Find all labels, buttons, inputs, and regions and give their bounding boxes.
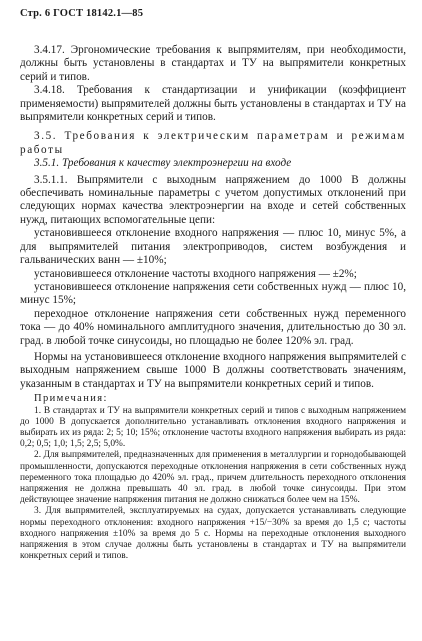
subsection-heading-3-5-1: 3.5.1. Требования к качеству электроэнергии на входе: [34, 157, 292, 170]
paragraph-3-5-1-1: 3.5.1.1. Выпрямители с выходным напряжением до 1000 В должны обеспечивать номинальные параметры с учетом допустимых отклонений при следующих нормах качества электроэнергии на входе и сетей собственных нужд, питающих вспомогательные цепи:: [20, 173, 406, 226]
list-item: переходное отклонение напряжения сети собственных нужд переменного тока — до 40% номинального амплитудного значения, длительностью до 30 эл. град. в любой точке синусоиды, но площадью не более 120% эл. град.: [20, 307, 406, 347]
note-3: 3. Для выпрямителей, эксплуатируемых на судах, допускается устанавливать следующие нормы переходного отклонения: входного напряжения +15/−30% за время до 1,5 с; частоты входного напряжения ±10% за время до 5 с. Нормы на переходные отклонения выходного напряжения в этом случае должны быть установлены в стандартах и ТУ на выпрямители конкретных серий и типов.: [20, 506, 406, 562]
note-2: 2. Для выпрямителей, предназначенных для применения в металлургии и горнодобывающей промышленности, допускаются переходные отклонения напряжения в сети собственных нужд переменного тока площадью до 420% эл. град., причем длительность переходного отклонения напряжения не должна превышать 40 эл. град. в любой точке синусоиды. При этом действующее значение напряжения питания не должно снижаться более чем на 15%.: [20, 450, 406, 506]
paragraph-norms: Нормы на установившееся отклонение входного напряжения выпрямителей с выходным напряжением свыше 1000 В должны соответствовать значениям, указанным в стандартах и ТУ на выпрямители конкретных серий и типов.: [20, 350, 406, 390]
page-header: Стр. 6 ГОСТ 18142.1—85: [20, 8, 144, 19]
paragraph-3-4-17: 3.4.17. Эргономические требования к выпрямителям, при необходимости, должны быть установлены в стандартах и ТУ на выпрямители конкретных серий и типов.: [20, 44, 406, 83]
paragraph-3-4-18: 3.4.18. Требования к стандартизации и унификации (коэффициент применяемости) выпрямителей должны быть установлены в стандартах и ТУ на выпрямители конкретных серий и типов.: [20, 84, 406, 124]
list-item: установившееся отклонение напряжения сети собственных нужд — плюс 10, минус 15%;: [20, 280, 406, 307]
document-body: [20, 44, 406, 563]
list-item: установившееся отклонение входного напряжения — плюс 10, минус 5%, а для выпрямителей питания электроприводов, систем возбуждения и гальванических ванн — ±10%;: [20, 227, 406, 267]
notes-title: Примечания:: [34, 393, 108, 405]
list-item: установившееся отклонение частоты входного напряжения — ±2%;: [34, 267, 357, 280]
section-heading-3-5: 3.5. Требования к электрическим параметрам и режимам работы: [20, 130, 406, 156]
note-1: 1. В стандартах и ТУ на выпрямители конкретных серий и типов с выходным напряжением до 1000 В допускается дополнительно устанавливать отклонения входного напряжения и выбирать их из ряда: 2; 5; 10; 15%; отклонение частоты входного напряжения выбирать из ряда: 0,2; 0,5; 1,0; 1,5; 2,5; 5,0%.: [20, 405, 406, 450]
